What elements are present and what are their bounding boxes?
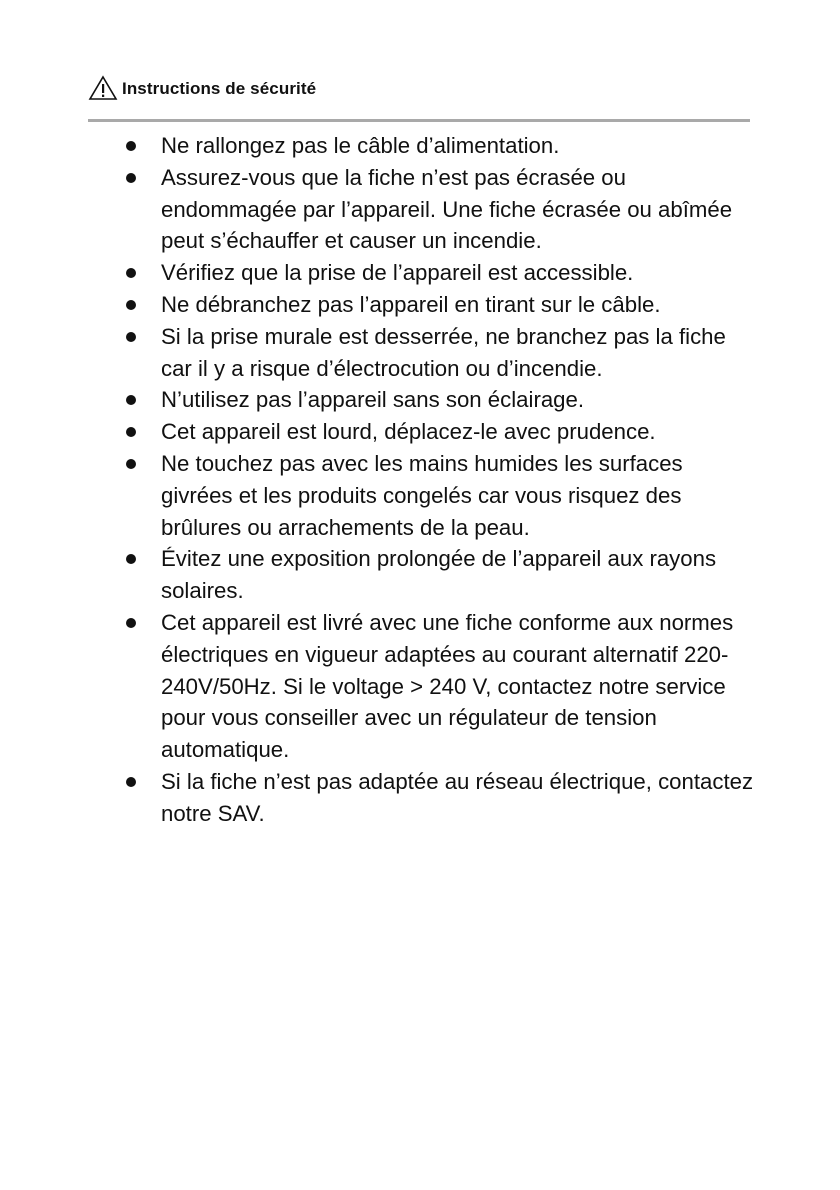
list-item-text: Cet appareil est livré avec une fiche conforme aux normes électriques en vigueur adaptées au courant alternatif 220-240V/50Hz. Si le voltage > 240 V, contactez notre service pour vous conseiller avec un régulateur de tension automatique. [161, 609, 734, 763]
list-item [120, 289, 760, 321]
list-item-text: Si la fiche n’est pas adaptée au réseau électrique, contactez notre SAV. [161, 768, 754, 826]
list-item [120, 162, 760, 257]
list-item-text: N’utilisez pas l’appareil sans son éclairage. [161, 387, 585, 413]
list-item [120, 543, 760, 607]
section-title: Instructions de sécurité [122, 79, 317, 98]
list-item-text: Assurez-vous que la fiche n’est pas écrasée ou endommagée par l’appareil. Une fiche écrasée ou abîmée peut s’échauffer et causer un incendie. [161, 164, 733, 254]
list-item [120, 321, 760, 385]
list-item-text: Évitez une exposition prolongée de l’appareil aux rayons solaires. [161, 546, 717, 604]
list-item-text: Si la prise murale est desserrée, ne branchez pas la fiche car il y a risque d’électrocution ou d’incendie. [161, 323, 726, 381]
list-item [120, 257, 760, 289]
safety-instructions-list [120, 130, 760, 830]
bullet-icon [126, 332, 136, 342]
header-divider [88, 119, 750, 122]
bullet-icon [126, 300, 136, 310]
list-item-text: Cet appareil est lourd, déplacez-le avec prudence. [161, 419, 656, 445]
section-header [88, 74, 316, 102]
bullet-icon [126, 427, 136, 437]
list-item-text: Ne débranchez pas l’appareil en tirant sur le câble. [161, 291, 661, 317]
list-item-text: Ne touchez pas avec les mains humides les surfaces givrées et les produits congelés car vous risquez des brûlures ou arrachements de la peau. [161, 450, 683, 540]
bullet-icon [126, 141, 136, 151]
list-item [120, 130, 760, 162]
list-item [120, 448, 760, 543]
list-item-text: Ne rallongez pas le câble d’alimentation. [161, 133, 560, 158]
list-item-text: Vérifiez que la prise de l’appareil est accessible. [161, 260, 634, 286]
list-item [120, 607, 760, 766]
bullet-icon [126, 395, 136, 405]
bullet-icon [126, 554, 136, 564]
list-item [120, 416, 760, 448]
warning-icon [88, 75, 118, 101]
list-item [120, 766, 760, 830]
bullet-icon [126, 459, 136, 469]
bullet-icon [126, 173, 136, 183]
list-item [120, 384, 760, 416]
bullet-icon [126, 618, 136, 628]
bullet-icon [126, 268, 136, 278]
bullet-icon [126, 777, 136, 787]
